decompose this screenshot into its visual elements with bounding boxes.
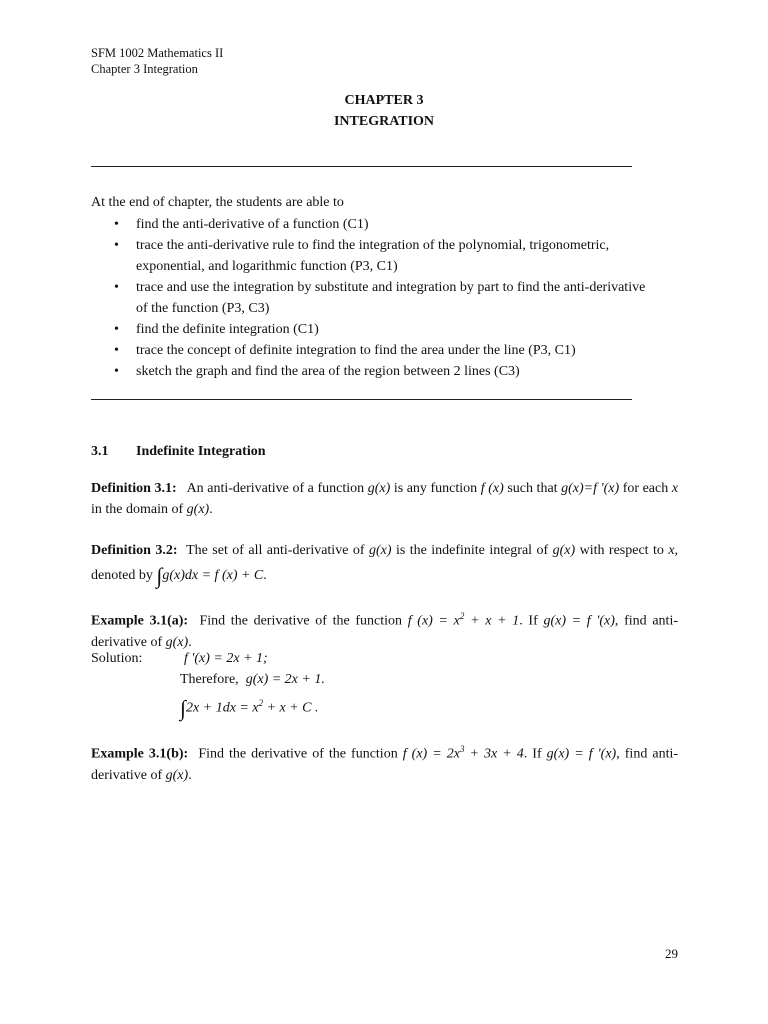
chapter-title: INTEGRATION (333, 114, 435, 129)
chapter-number: CHAPTER 3 (344, 93, 424, 108)
solution-step-2: Therefore, g(x) = 2x + 1. (180, 672, 325, 687)
integral-sign: ∫ (180, 695, 187, 721)
bullet-icon: • (114, 238, 119, 253)
objective-item: • trace the concept of definite integration to find the area under the line (P3, C1) (91, 340, 651, 361)
definition-3-1: Definition 3.1: An anti-derivative of a function g(x) is any function f (x) such that g(x)=f '(x) for each x in the domain of g(x). (91, 481, 679, 517)
bullet-icon: • (114, 322, 119, 337)
running-header-chapter: Chapter 3 Integration (91, 62, 198, 76)
page-number: 29 (665, 946, 678, 961)
bullet-icon: • (114, 364, 119, 379)
top-divider (91, 166, 632, 167)
bullet-icon: • (114, 343, 119, 358)
section-number: 3.1 (91, 444, 109, 459)
bullet-icon: • (114, 280, 119, 295)
section-title: Indefinite Integration (136, 444, 266, 459)
objective-item: • find the anti-derivative of a function (C1) (91, 214, 651, 235)
running-header-course: SFM 1002 Mathematics II (91, 46, 224, 60)
bottom-divider (91, 399, 632, 400)
definition-label: Definition 3.2: (91, 543, 178, 558)
solution-step-3: $\int 2x + 1dx = x^2 + x + C$ . (180, 695, 319, 721)
bullet-icon: • (114, 217, 119, 232)
objective-item: • sketch the graph and find the area of the region between 2 lines (C3) (91, 361, 651, 382)
objectives-intro: At the end of chapter, the students are able to (91, 195, 344, 210)
integral-sign: ∫ (156, 563, 163, 588)
example-label: Example 3.1(b): (91, 746, 189, 762)
integral-formula: g(x)dx = f (x) + C (162, 568, 264, 583)
objective-item: • trace the anti-derivative rule to find the integration of the polynomial, trigonometric, exponential, and logarithmic function (P3, C1) (91, 235, 651, 277)
objective-item: • trace and use the integration by substitute and integration by part to find the anti-derivative of the function (P3, C3) (91, 277, 651, 319)
definition-label: Definition 3.1: (91, 481, 177, 496)
objectives-list (91, 214, 651, 382)
example-label: Example 3.1(a): (91, 613, 189, 629)
example-3-1a: Example 3.1(a): Find the derivative of the function f $(x) = x^2 + x + 1$. If g(x) = f '(x), find anti-derivative of g(x). (91, 611, 678, 650)
example-3-1b: Example 3.1(b): Find the derivative of the function f $(x) = 2x^3 + 3x + 4$. If g(x) = f '(x), find anti-derivative of g(x). (91, 744, 679, 783)
definition-3-2: Definition 3.2: The set of all anti-derivative of g(x) is the indefinite integral of g(x) with respect to x, denoted by ∫g(x)dx = f (x) + C. (91, 543, 679, 588)
section-heading (91, 444, 266, 460)
solution-label: Solution: (91, 651, 143, 666)
objective-item: • find the definite integration (C1) (91, 319, 651, 340)
solution-step-1: f '(x) = 2x + 1; (184, 651, 268, 666)
